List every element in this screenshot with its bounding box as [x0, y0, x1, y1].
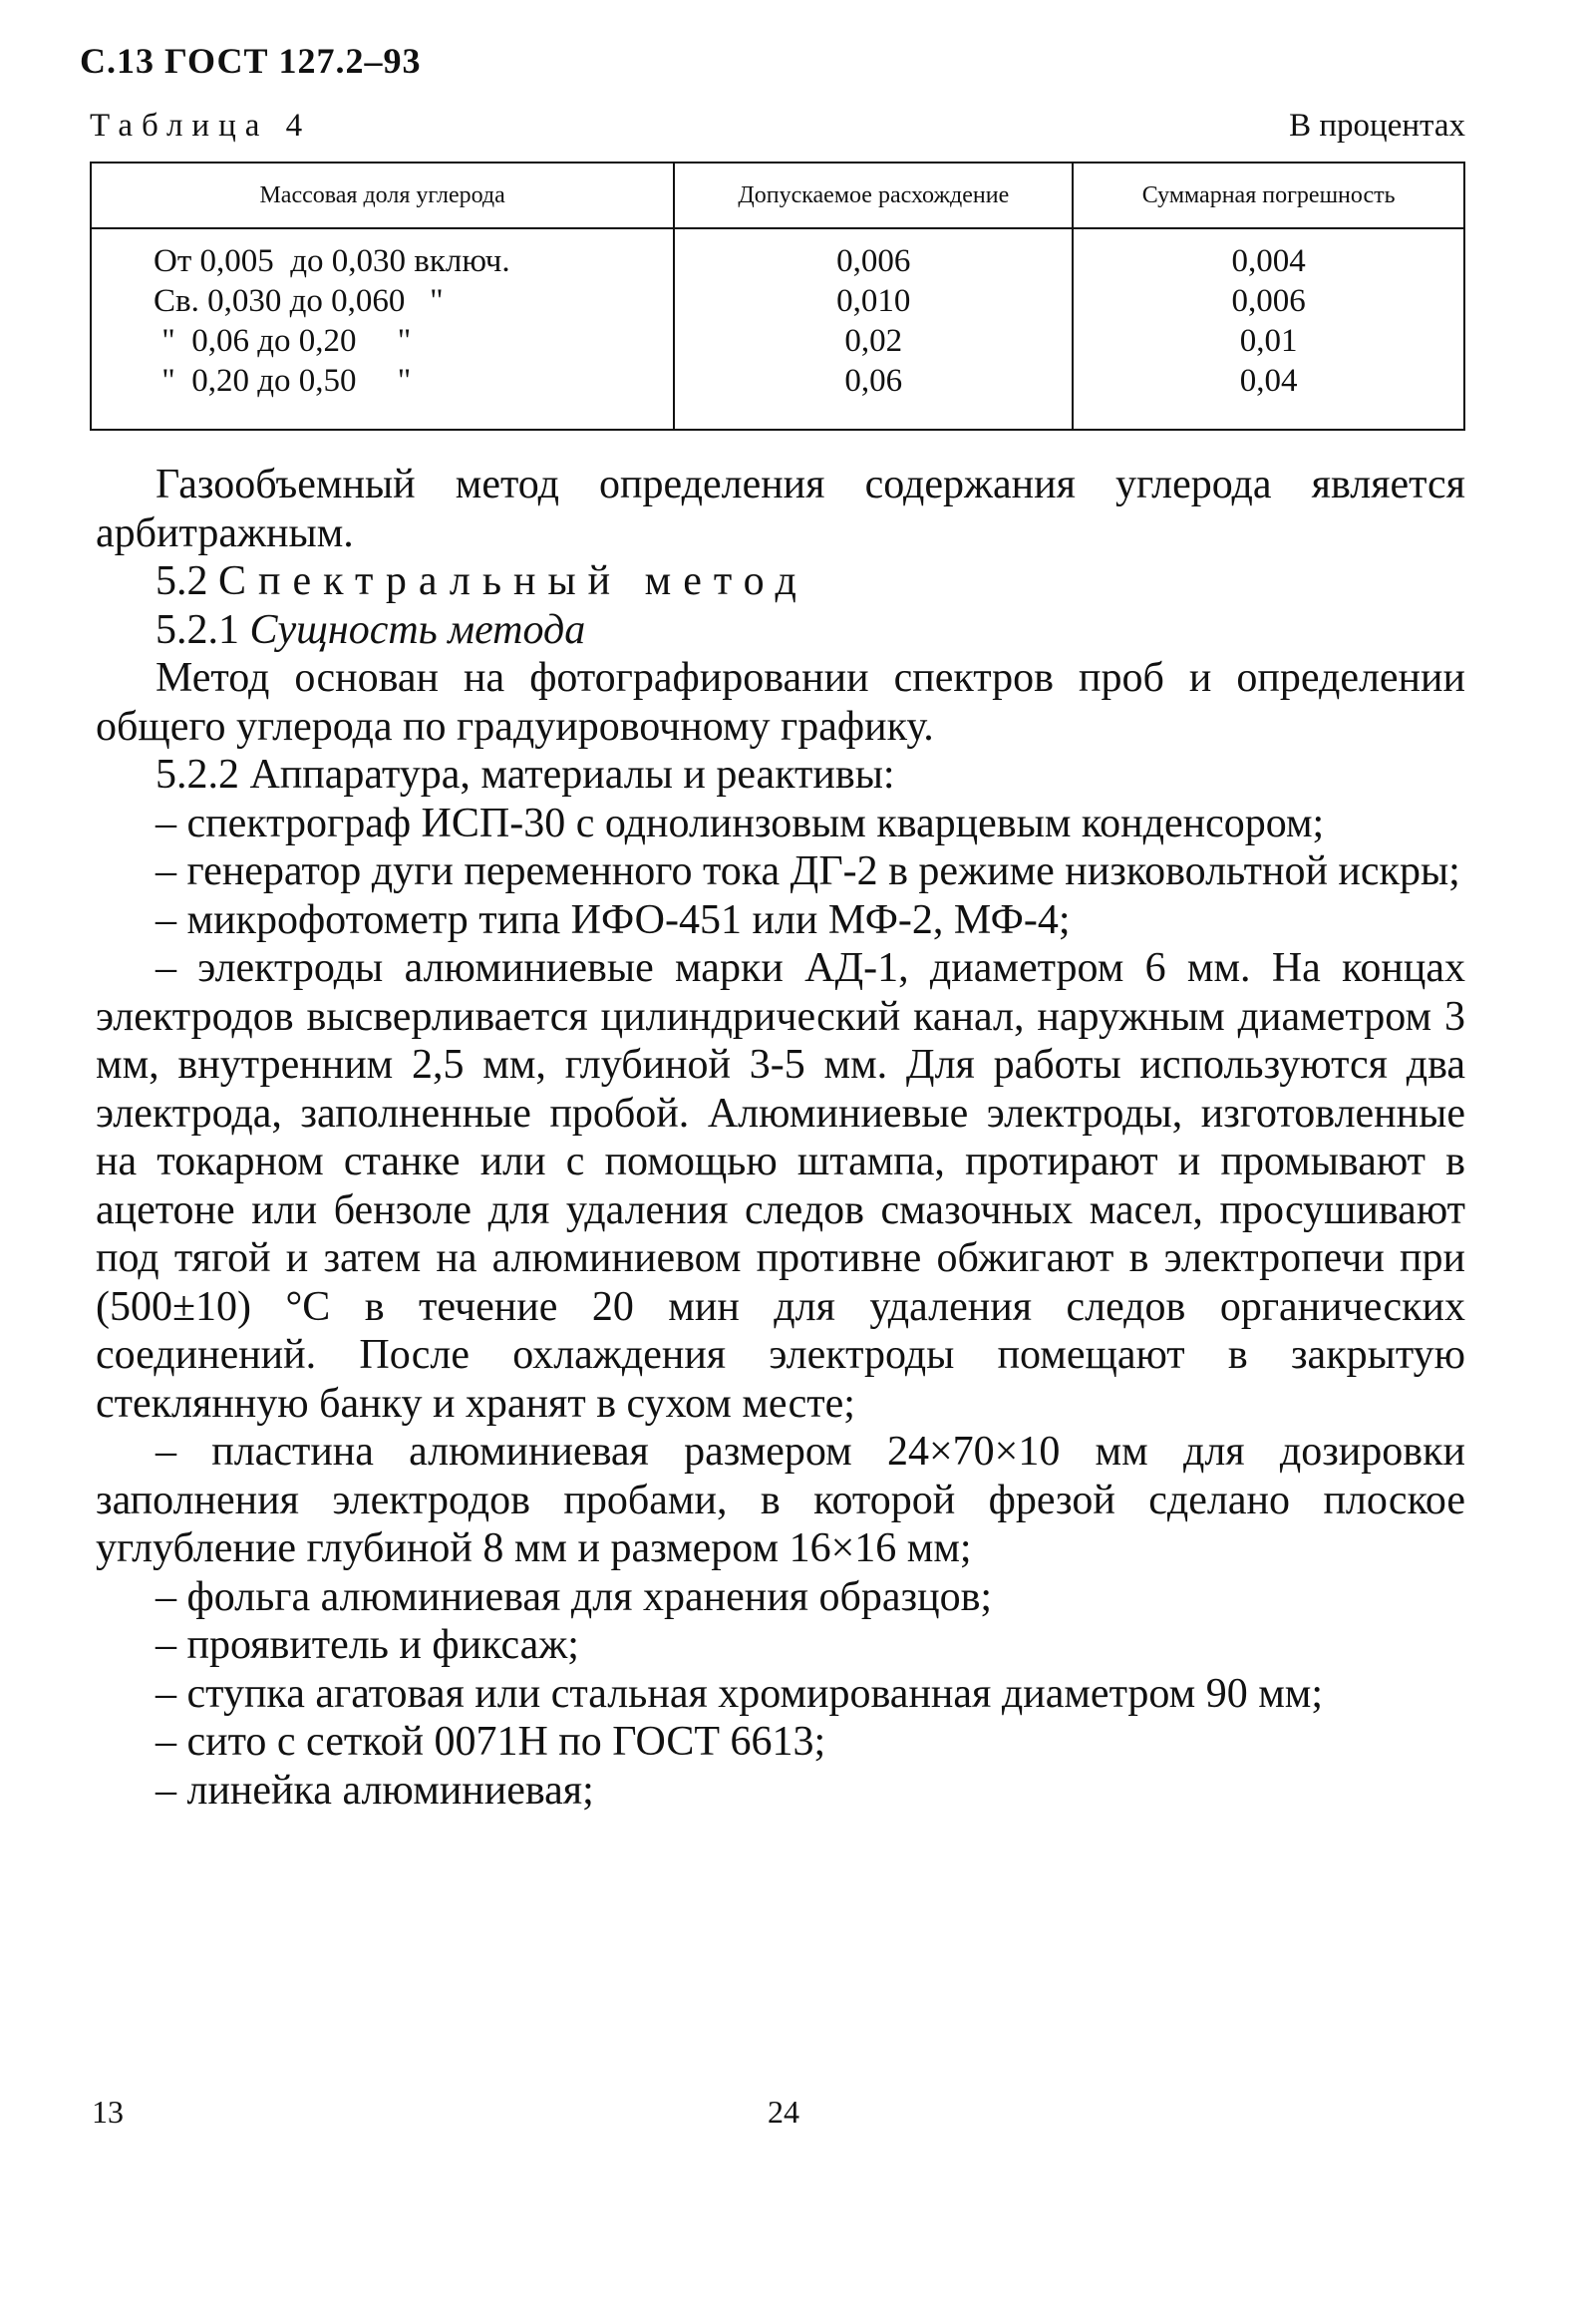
carbon-range-value: От 0,005 до 0,030 включ. — [154, 243, 510, 279]
section-number: 5.2 — [156, 558, 208, 604]
list-item: – пластина алюминиевая размером 24×70×10 мм для дозировки заполнения электродов пробами, в которой фрезой сделано плоское углубление глубиной 8 мм и размером 16×16 мм; — [96, 1429, 1465, 1571]
column-header-error: Суммарная погрешность — [1073, 163, 1464, 228]
allowed-cell — [674, 228, 1073, 430]
table-header-row — [91, 163, 1464, 228]
error-value: 0,006 — [1231, 283, 1306, 319]
list-item: – генератор дуги переменного тока ДГ-2 в режиме низковольтной искры; — [156, 848, 1460, 894]
table-unit: В процентах — [1289, 108, 1465, 144]
data-table — [90, 162, 1465, 431]
list-item: – спектрограф ИСП-30 с однолинзовым кварцевым конденсором; — [156, 800, 1325, 846]
error-value: 0,04 — [1239, 363, 1298, 399]
column-header-allowed: Допускаемое расхождение — [674, 163, 1073, 228]
page-number: 24 — [768, 2094, 799, 2130]
footer-left-number: 13 — [92, 2094, 124, 2130]
column-header-carbon: Массовая доля углерода — [91, 163, 674, 228]
carbon-range-value: " 0,20 до 0,50 " — [154, 363, 412, 399]
subsection-heading — [96, 606, 1465, 655]
page-header: С.13 ГОСТ 127.2–93 — [80, 41, 422, 81]
allowed-value: 0,010 — [836, 283, 911, 319]
subsection-number: 5.2.1 — [156, 606, 239, 653]
error-value: 0,01 — [1239, 323, 1298, 359]
list-item: – сито с сеткой 0071Н по ГОСТ 6613; — [156, 1719, 826, 1765]
carbon-range-value: Св. 0,030 до 0,060 " — [154, 283, 444, 319]
body-text — [96, 461, 1465, 1815]
table-row — [91, 228, 1464, 430]
list-item: – микрофотометр типа ИФО-451 или МФ-2, МФ-4; — [156, 896, 1071, 943]
carbon-range-value: " 0,06 до 0,20 " — [154, 323, 412, 359]
subsection-title: Сущность метода — [249, 606, 586, 653]
table-caption: Таблица 4 — [90, 108, 312, 144]
paragraph-arbitration: Газообъемный метод определения содержания углерода является арбитражным. — [96, 462, 1465, 556]
paragraph-method: Метод основан на фотографировании спектров проб и определении общего углерода по градуировочному графику. — [96, 655, 1465, 750]
list-item: – проявитель и фиксаж; — [156, 1622, 579, 1668]
list-item: – ступка агатовая или стальная хромированная диаметром 90 мм; — [156, 1670, 1324, 1717]
list-item: – линейка алюминиевая; — [156, 1767, 594, 1814]
section-title: Спектральный метод — [218, 558, 808, 604]
paragraph-equipment-heading: 5.2.2 Аппаратура, материалы и реактивы: — [156, 752, 895, 798]
carbon-range-cell — [91, 228, 674, 430]
allowed-value: 0,06 — [844, 363, 903, 399]
list-item: – электроды алюминиевые марки АД-1, диаметром 6 мм. На концах электродов высверливается цилиндрический канал, наружным диаметром 3 мм, внутренним 2,5 мм, глубиной 3-5 мм. Для работы используются два электрода, заполненные пробой. Алюминиевые электроды, изготовленные на токарном станке или с помощью штампа, протирают и промывают в ацетоне или бензоле для удаления следов смазочных масел, просушивают под тягой и затем на алюминиевом противне обжигают в электропечи при (500±10) °С в течение 20 мин для удаления следов органических соединений. После охлаждения электроды помещают в закрытую стеклянную банку и хранят в сухом месте; — [96, 945, 1465, 1427]
error-cell — [1073, 228, 1464, 430]
error-value: 0,004 — [1231, 243, 1306, 279]
list-item: – фольга алюминиевая для хранения образцов; — [156, 1573, 993, 1620]
allowed-value: 0,006 — [836, 243, 911, 279]
section-heading — [96, 557, 1465, 606]
allowed-value: 0,02 — [844, 323, 903, 359]
